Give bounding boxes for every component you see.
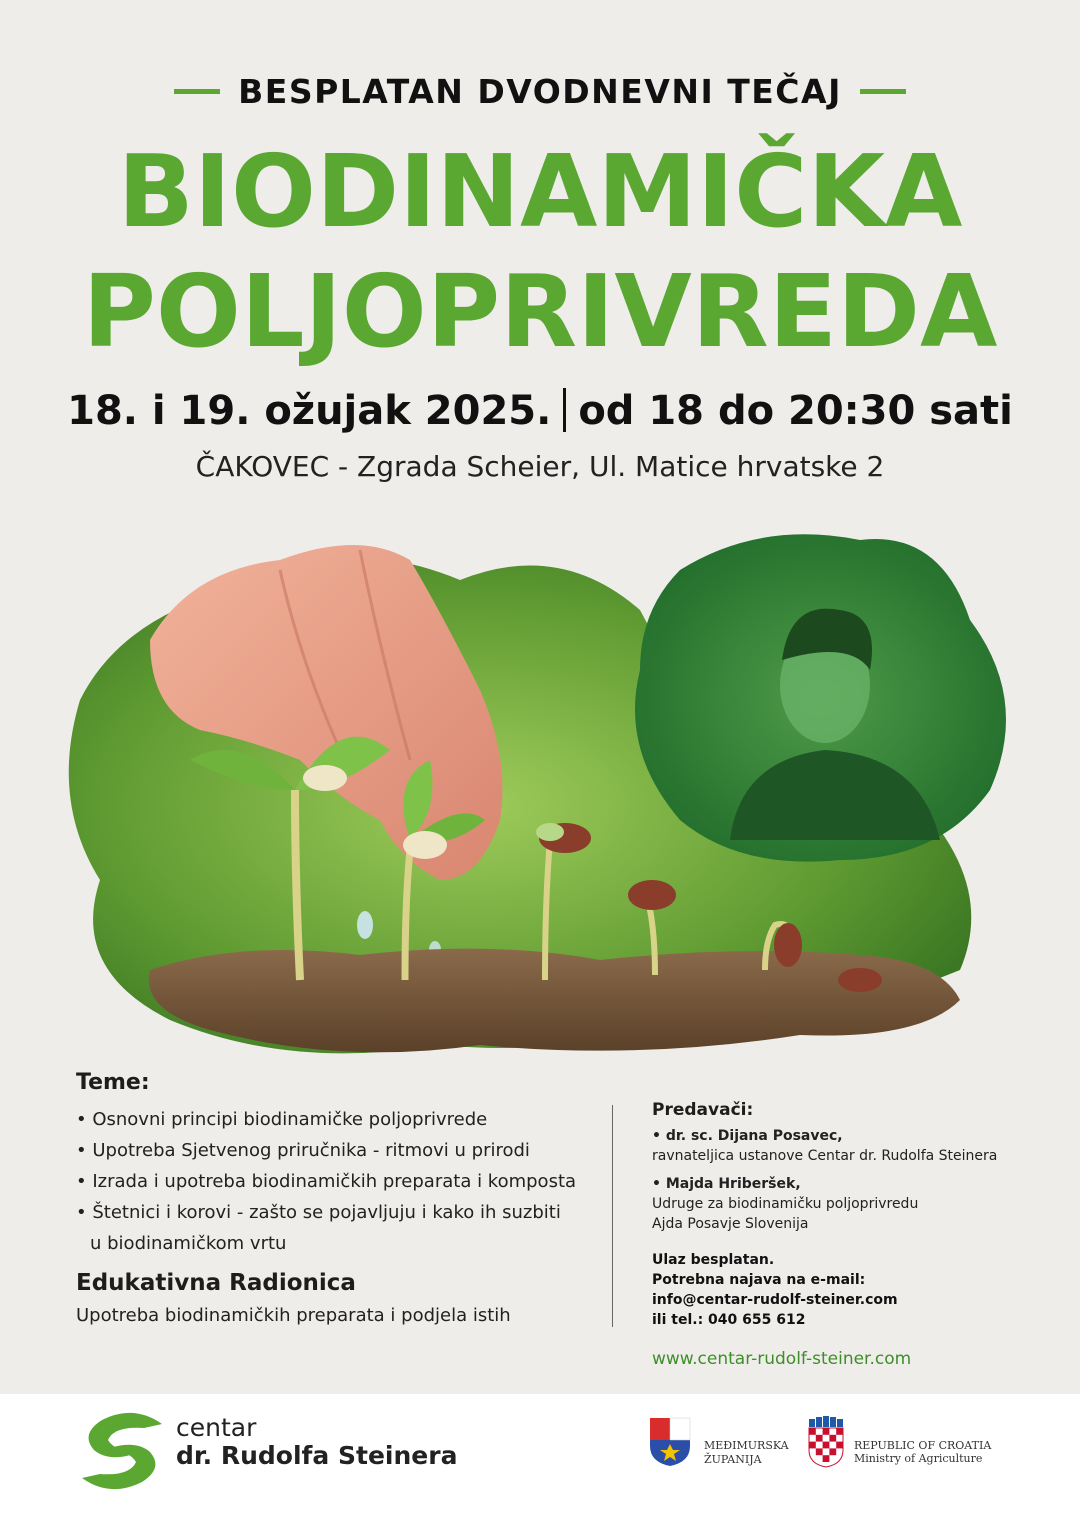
contact-block <box>652 1250 898 1330</box>
county-line-2: ŽUPANIJA <box>704 1453 762 1466</box>
title-line-1: BIODINAMIČKA <box>117 133 963 250</box>
entry-free-text: Ulaz besplatan. <box>652 1252 775 1268</box>
logo-line-2: dr. Rudolfa Steinera <box>176 1441 458 1470</box>
list-item: • Upotreba Sjetvenog priručnika - ritmovi u prirodi <box>76 1140 530 1161</box>
event-venue: ČAKOVEC - Zgrada Scheier, Ul. Matice hrvatske 2 <box>195 450 885 483</box>
list-item: • Štetnici i korovi - zašto se pojavljuju i kako ih suzbiti <box>76 1202 561 1223</box>
registration-text: Potrebna najava na e-mail: <box>652 1272 866 1288</box>
ministry-line-1: REPUBLIC OF CROATIA <box>854 1439 992 1452</box>
contact-phone: ili tel.: 040 655 612 <box>652 1312 806 1328</box>
kicker-dash-left <box>174 89 220 94</box>
date-separator <box>563 388 566 432</box>
event-dates: 18. i 19. ožujak 2025. <box>67 388 552 434</box>
lecturer-role: ravnateljica ustanove Centar dr. Rudolfa Steinera <box>652 1148 998 1164</box>
lecturer-name: • Majda Hriberšek, <box>652 1176 801 1192</box>
kicker-text: BESPLATAN DVODNEVNI TEČAJ <box>238 71 842 111</box>
county-label <box>704 1439 789 1467</box>
seed <box>838 968 882 992</box>
ministry-label <box>854 1439 991 1465</box>
workshop-heading: Edukativna Radionica <box>76 1270 356 1296</box>
center-logo-text <box>176 1414 457 1470</box>
ministry-line-2: Ministry of Agriculture <box>854 1452 983 1465</box>
center-logo-icon <box>74 1410 170 1492</box>
seedlings-illustration <box>40 500 1050 1080</box>
event-time: od 18 do 20:30 sati <box>578 388 1013 434</box>
kicker-row <box>0 68 1080 114</box>
lecturer-2 <box>652 1174 918 1234</box>
list-item: • Izrada i upotreba biodinamičkih preparata i komposta <box>76 1171 577 1192</box>
date-time-line <box>0 388 1080 434</box>
lecturer-role: Udruge za biodinamičku poljoprivredu <box>652 1196 919 1212</box>
lecturer-1 <box>652 1126 997 1166</box>
lecturer-name: • dr. sc. Dijana Posavec, <box>652 1128 843 1144</box>
soil <box>149 949 960 1053</box>
title-line-2: POLJOPRIVREDA <box>82 253 998 370</box>
website-link[interactable]: www.centar-rudolf-steiner.com <box>652 1349 912 1369</box>
lecturers-heading: Predavači: <box>652 1100 754 1120</box>
topics-list <box>76 1104 596 1259</box>
list-item: • Osnovni principi biodinamičke poljoprivrede <box>76 1109 488 1130</box>
lecturer-role: Ajda Posavje Slovenija <box>652 1216 809 1232</box>
kicker-dash-right <box>860 89 906 94</box>
croatia-coat-of-arms-icon <box>806 1416 846 1468</box>
contact-email[interactable]: info@centar-rudolf-steiner.com <box>652 1292 898 1308</box>
county-line-1: MEĐIMURSKA <box>704 1439 789 1452</box>
medjimurje-county-crest-icon <box>648 1416 692 1468</box>
logo-line-1: centar <box>176 1413 257 1442</box>
column-divider <box>612 1105 613 1327</box>
topics-heading: Teme: <box>76 1070 150 1095</box>
list-item: u biodinamičkom vrtu <box>90 1233 287 1254</box>
workshop-text: Upotreba biodinamičkih preparata i podjela istih <box>76 1305 511 1326</box>
